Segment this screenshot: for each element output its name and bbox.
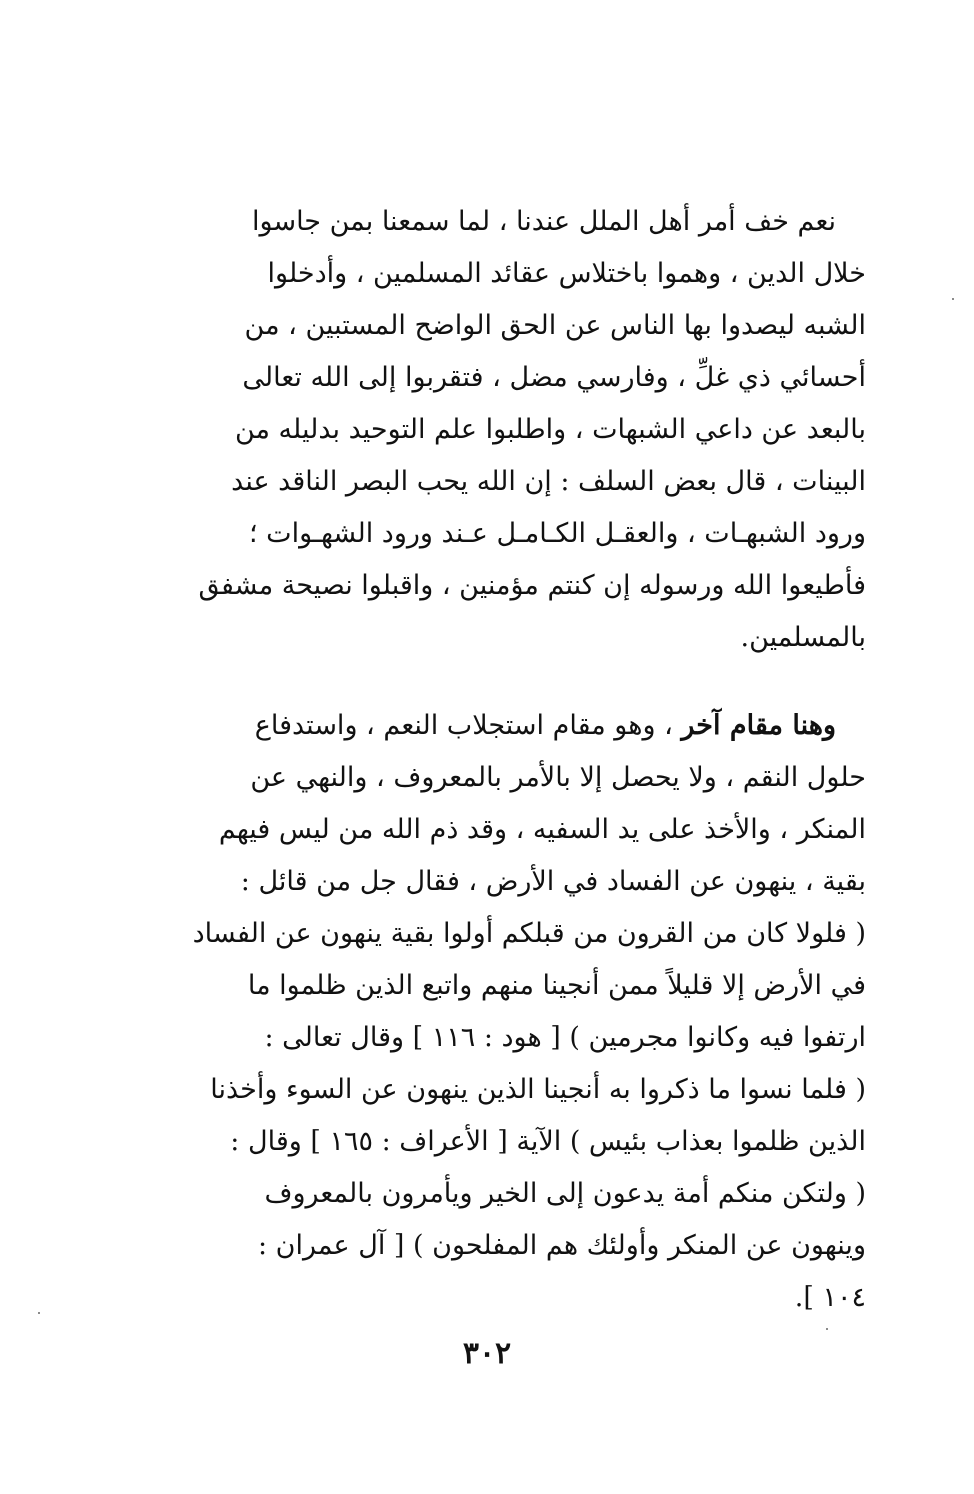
paragraph-2-line-1 [136, 706, 836, 746]
paragraph-2-line-11: وينهون عن المنكر وأولئك هم المفلحون ) [ آل عمران : [258, 1230, 866, 1261]
paragraph-1-line-1: نعم خف أمر أهل الملل عندنا ، لما سمعنا بمن جاسوا [252, 206, 836, 237]
paragraph-1-line-7: ورود الشبهـات ، والعقـل الكـامـل عـند ورود الشهـوات ؛ [249, 518, 866, 549]
paragraph-2-line-2: حلول النقم ، ولا يحصل إلا بالأمر بالمعروف ، والنهي عن [250, 762, 866, 793]
paragraph-2-line-1-rest: ، وهو مقام استجلاب النعم ، واستدفاع [254, 710, 673, 741]
paragraph-2-line-9: الذين ظلموا بعذاب بئيس ) الآية [ الأعراف : ١٦٥ ] وقال : [230, 1126, 866, 1157]
paragraph-2-line-3: المنكر ، والأخذ على يد السفيه ، وقد ذم الله من ليس فيهم [218, 814, 866, 845]
paragraph-1-line-3: الشبه ليصدوا بها الناس عن الحق الواضح المستبين ، من [244, 310, 866, 341]
paragraph-1-line-4: أحسائي ذي غلِّ ، وفارسي مضل ، فتقربوا إلى الله تعالى [242, 362, 866, 393]
paragraph-2-line-6: في الأرض إلا قليلاً ممن أنجينا منهم واتبع الذين ظلموا ما [247, 970, 866, 1001]
scan-speck [826, 1328, 828, 1330]
paragraph-1-line-9: بالمسلمين. [740, 622, 866, 653]
paragraph-2-line-4: بقية ، ينهون عن الفساد في الأرض ، فقال جل من قائل : [240, 866, 866, 897]
paragraph-2-line-8: ( فلما نسوا ما ذكروا به أنجينا الذين ينهون عن السوء وأخذنا [210, 1074, 866, 1105]
paragraph-2-lead: وهنا مقام آخر [681, 710, 836, 741]
page-number: ٣٠٢ [462, 1336, 512, 1371]
scan-speck [38, 1312, 40, 1314]
scan-speck [952, 298, 954, 300]
paragraph-2-line-10: ( ولتكن منكم أمة يدعون إلى الخير ويأمرون بالمعروف [264, 1178, 866, 1209]
paragraph-1-line-2: خلال الدين ، وهموا باختلاس عقائد المسلمين ، وأدخلوا [267, 258, 866, 289]
paragraph-2-line-12: ١٠٤ ]. [794, 1282, 866, 1313]
paragraph-2-line-5: ( فلولا كان من القرون من قبلكم أولوا بقية ينهون عن الفساد [192, 918, 866, 949]
paragraph-1-line-6: البينات ، قال بعض السلف : إن الله يحب البصر الناقد عند [231, 466, 866, 497]
paragraph-1-line-5: بالبعد عن داعي الشبهات ، واطلبوا علم التوحيد بدليله من [234, 414, 866, 445]
paragraph-1-line-8: فأطيعوا الله ورسوله إن كنتم مؤمنين ، واقبلوا نصيحة مشفق [198, 570, 866, 601]
paragraph-2-line-7: ارتفوا فيه وكانوا مجرمين ) [ هود : ١١٦ ] وقال تعالى : [264, 1022, 866, 1053]
